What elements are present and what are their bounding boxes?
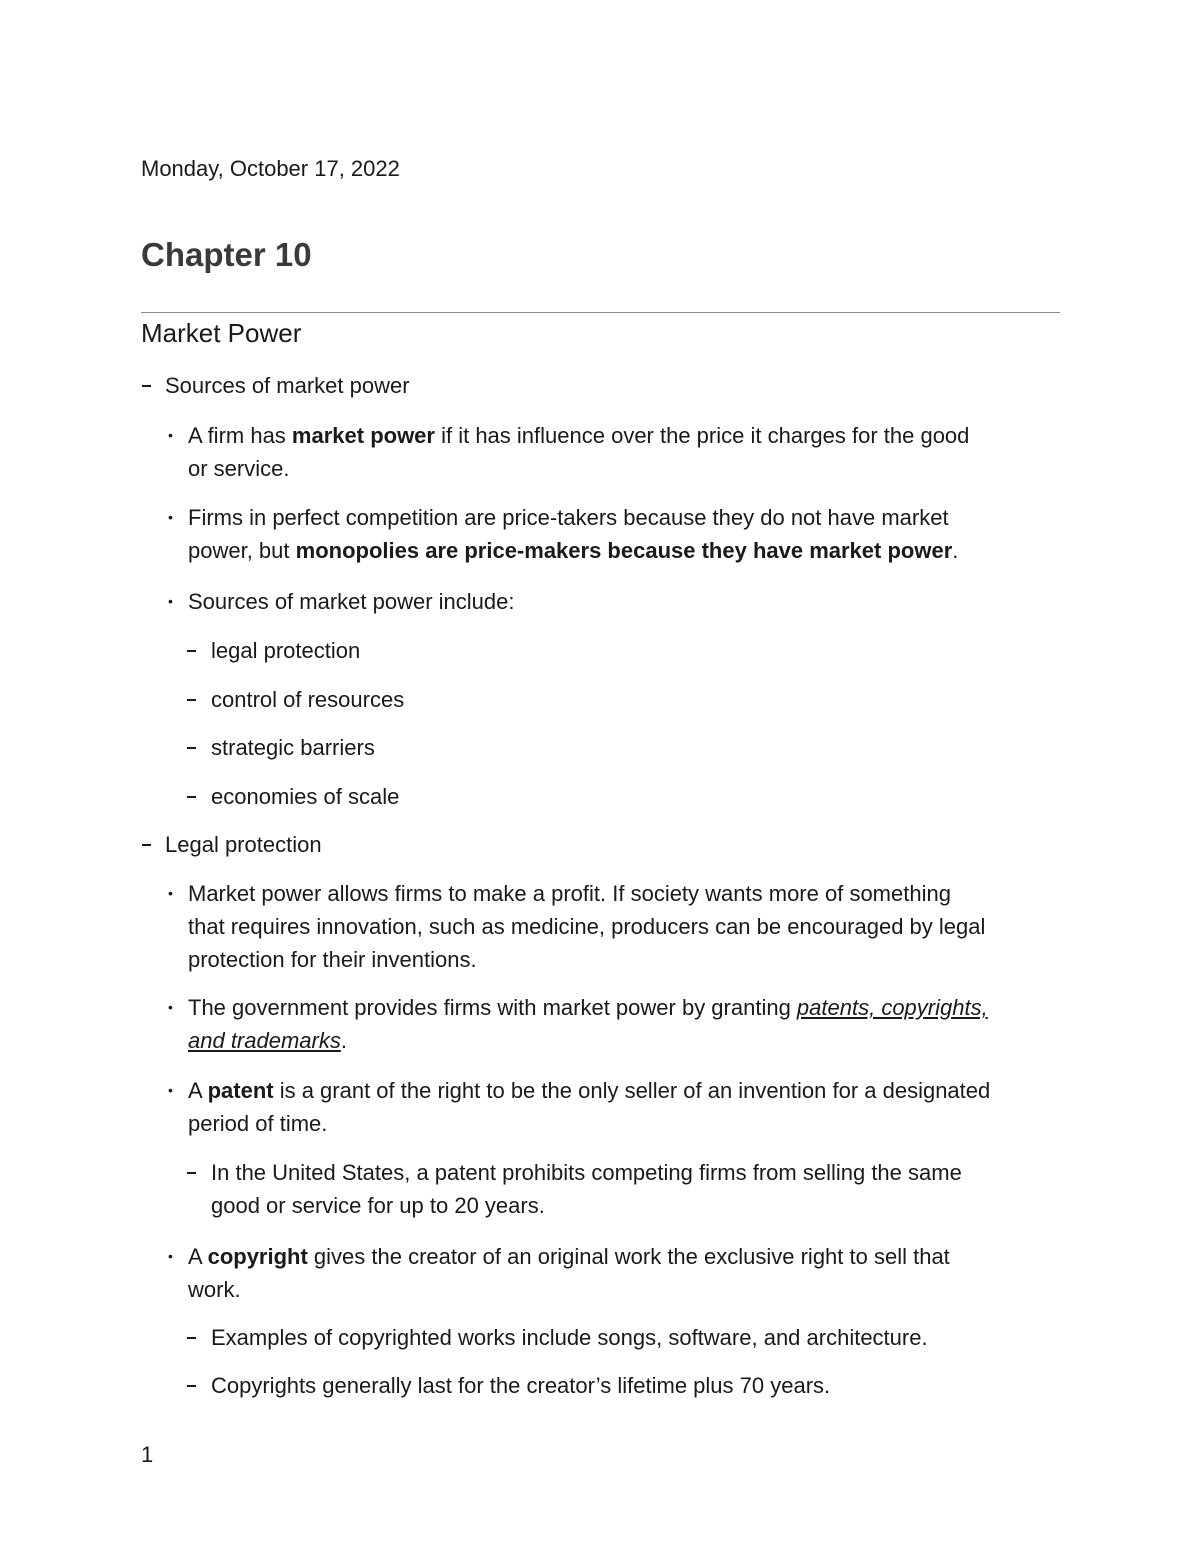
- emphasis-trademarks: and trademarks: [188, 1028, 341, 1053]
- section-heading: Market Power: [141, 318, 302, 348]
- bullet-marker: •: [168, 1082, 173, 1098]
- page-number: 1: [141, 1442, 154, 1467]
- list-item-copyright-definition: • A copyright gives the creator of an original work the exclusive right to sell that work.: [168, 1244, 950, 1302]
- list-item-sources-include: • Sources of market power include:: [168, 589, 515, 614]
- list-item-us-patent-term: In the United States, a patent prohibits competing firms from selling the same good or service for up to 20 years.: [211, 1160, 962, 1218]
- list-item-copyright-duration: Copyrights generally last for the creator’s lifetime plus 70 years.: [211, 1373, 831, 1398]
- list-item-copyright-examples: Examples of copyrighted works include songs, software, and architecture.: [211, 1325, 928, 1350]
- list-item-legal-protection-heading: Legal protection: [165, 832, 322, 857]
- note-date: Monday, October 17, 2022: [141, 156, 400, 181]
- list-item-legal-protection: legal protection: [211, 638, 361, 663]
- term-monopolies: monopolies are price-makers because they have market power: [295, 538, 953, 563]
- heading-divider: [141, 312, 1060, 313]
- term-patent: patent: [207, 1078, 274, 1103]
- list-item-economies-of-scale: economies of scale: [211, 784, 400, 809]
- bullet-marker: •: [168, 509, 173, 525]
- term-copyright: copyright: [207, 1244, 308, 1269]
- term-market-power: market power: [291, 423, 435, 448]
- emphasis-patents-copyrights: patents, copyrights,: [796, 995, 988, 1020]
- list-item-perfect-competition: • Firms in perfect competition are price-takers because they do not have market power, but monopolies are price-makers because they have market power.: [168, 505, 959, 563]
- bullet-marker: •: [168, 593, 173, 609]
- bullet-marker: •: [168, 999, 173, 1015]
- bullet-marker: •: [168, 427, 173, 443]
- list-item-sources: Sources of market power: [165, 373, 410, 398]
- list-item-profit-innovation: • Market power allows firms to make a profit. If society wants more of something that requires innovation, such as medicine, producers can be encouraged by legal protection for their inventions.: [168, 881, 986, 972]
- chapter-title: Chapter 10: [141, 236, 312, 273]
- list-item-strategic-barriers: strategic barriers: [211, 735, 375, 760]
- bullet-marker: •: [168, 885, 173, 901]
- bullet-marker: •: [168, 1248, 173, 1264]
- list-item-market-power-definition: • A firm has market power if it has influence over the price it charges for the good or service.: [168, 423, 970, 481]
- list-item-government-grants: • The government provides firms with market power by granting patents, copyrights, and trademarks.: [168, 995, 988, 1053]
- list-item-patent-definition: • A patent is a grant of the right to be the only seller of an invention for a designated period of time.: [168, 1078, 991, 1136]
- list-item-control-of-resources: control of resources: [211, 687, 405, 712]
